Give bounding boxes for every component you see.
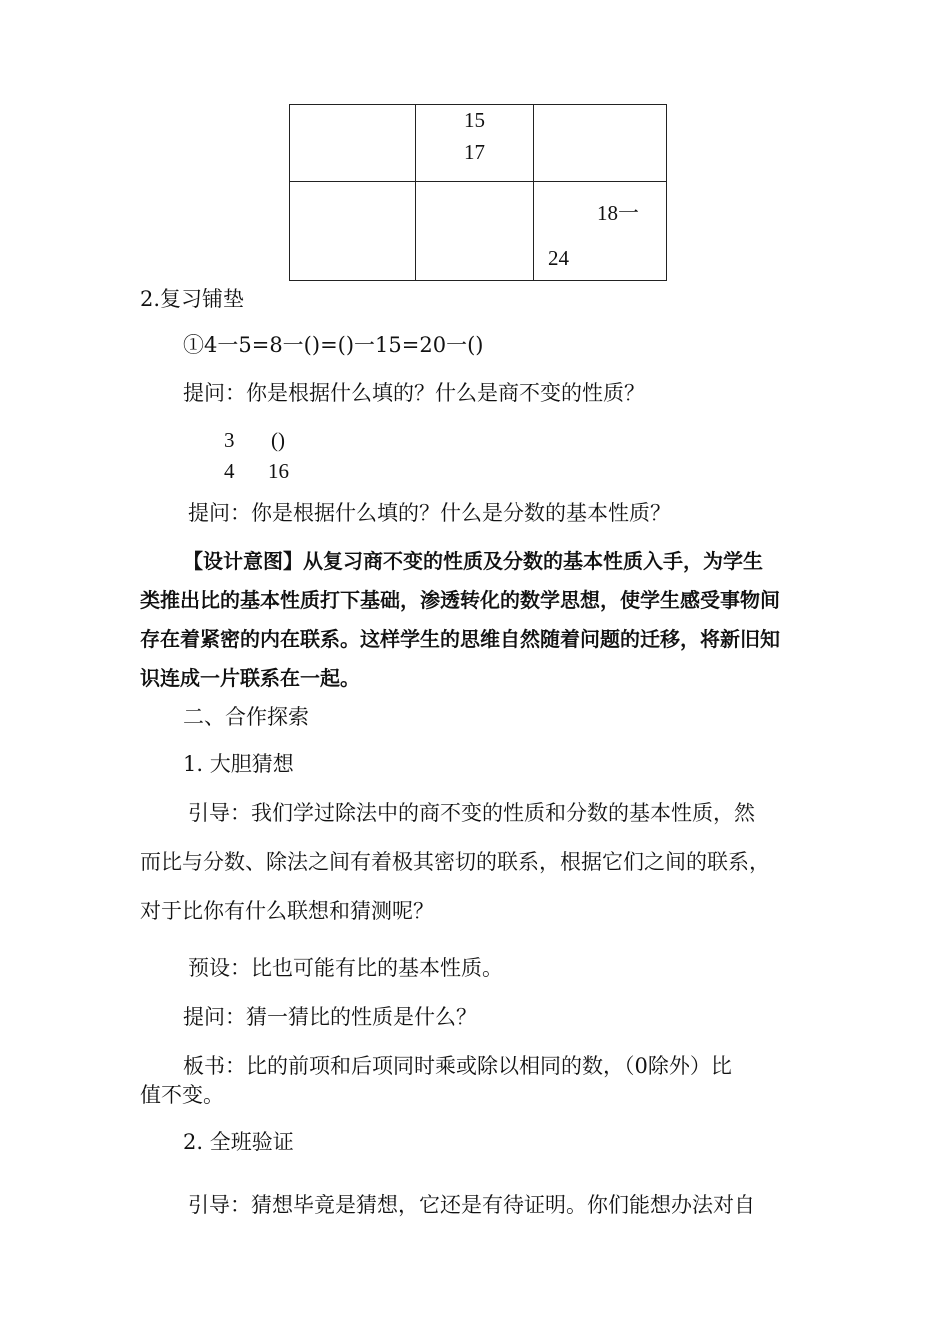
question: 提问：猜一猜比的性质是什么？ [183,1005,477,1029]
section-heading: 二、合作探索 [183,705,309,729]
fraction-numerator: () [271,428,285,452]
question: 提问：你是根据什么填的？什么是商不变的性质？ [183,381,645,405]
table-cell-value: 24 [548,246,569,270]
fraction-numerator: 3 [224,428,235,452]
design-intent-line: 【设计意图】从复习商不变的性质及分数的基本性质入手，为学生 [183,549,763,573]
design-intent-line: 类推出比的基本性质打下基础，渗透转化的数学思想，使学生感受事物间 [140,588,780,612]
design-intent-line: 识连成一片联系在一起。 [140,666,360,690]
paragraph-line: 板书：比的前项和后项同时乘或除以相同的数，（0除外）比 [183,1054,732,1078]
equation: ①4一5=8一()=()一15=20一() [183,333,484,357]
design-intent-line: 存在着紧密的内在联系。这样学生的思维自然随着问题的迁移，将新旧知 [140,627,780,651]
subsection-heading: 2. 全班验证 [183,1130,294,1154]
section-heading: 2.复习铺垫 [140,287,245,311]
fraction-denominator: 16 [268,459,289,483]
table-cell-value: 15 [464,108,485,132]
table-divider-1 [415,105,416,280]
paragraph-line: 引导：我们学过除法中的商不变的性质和分数的基本性质，然 [188,801,755,825]
question: 提问：你是根据什么填的？什么是分数的基本性质？ [188,501,671,525]
subsection-heading: 1. 大胆猜想 [183,752,294,776]
table-row-divider [290,181,666,182]
table-divider-2 [533,105,534,280]
table-cell-value: 18一 [597,201,639,225]
paragraph-line: 值不变。 [140,1083,224,1107]
table-cell-value: 17 [464,140,485,164]
paragraph-line: 而比与分数、除法之间有着极其密切的联系，根据它们之间的联系， [140,850,770,874]
paragraph-line: 引导：猜想毕竟是猜想，它还是有待证明。你们能想办法对自 [188,1193,755,1217]
paragraph-line: 预设：比也可能有比的基本性质。 [188,956,503,980]
fraction-denominator: 4 [224,459,235,483]
paragraph-line: 对于比你有什么联想和猜测呢？ [140,899,434,923]
